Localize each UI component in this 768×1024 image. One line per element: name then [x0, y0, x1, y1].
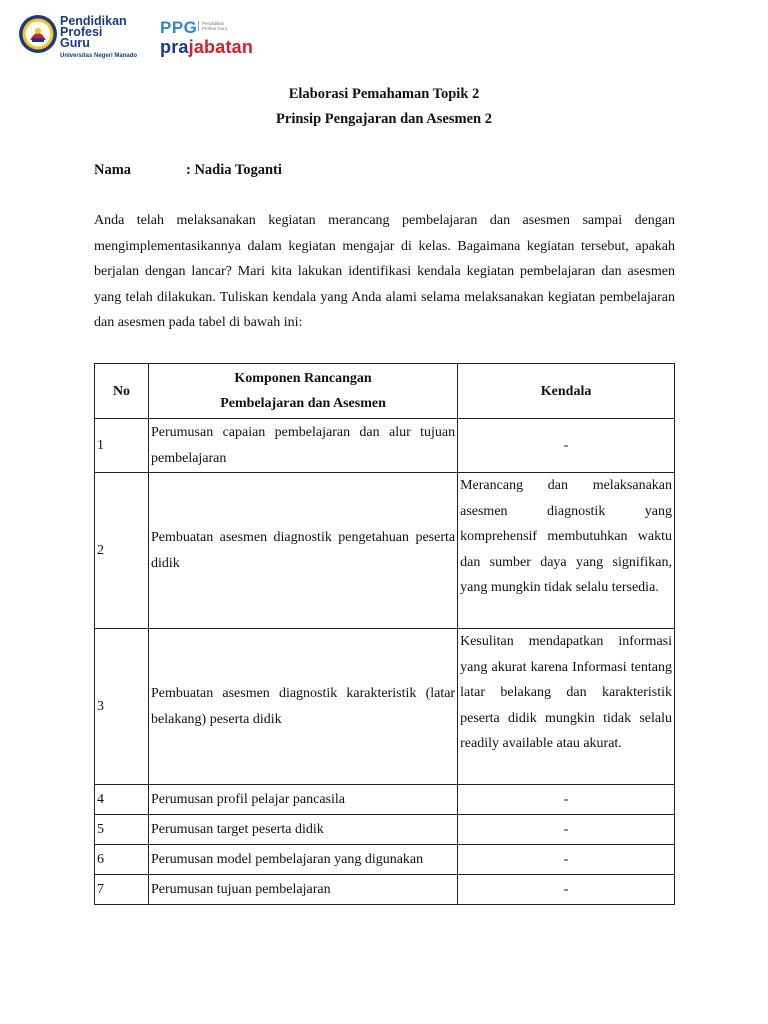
table-header-row [95, 364, 675, 419]
instruction-paragraph: Anda telah melaksanakan kegiatan merancang pembelajaran dan asesmen sampai dengan mengimplementasikannya dalam kegiatan mengajar di kelas. Bagaimana kegiatan tersebut, apakah berjalan dengan lancar? Mari kita lakukan identifikasi kendala kegiatan pembelajaran dan asesmen yang telah dilakukan. Tuliskan kendala yang Anda alami selama melaksanakan kegiatan pembelajaran dan asesmen pada tabel di bawah ini: [94, 213, 675, 330]
ppg-small-text: Pendidikan Profesi Guru [198, 21, 232, 31]
kendala-table [94, 363, 675, 905]
institution-logo-text [60, 16, 137, 62]
row-komponen: Perumusan tujuan pembelajaran [149, 875, 458, 905]
prajabatan-pre: pra [160, 37, 189, 57]
row-kendala: - [458, 815, 675, 845]
header-komponen-line1: Komponen Rancangan [234, 371, 372, 386]
row-komponen: Perumusan profil pelajar pancasila [149, 785, 458, 815]
logo-line-1: Pendidikan [60, 14, 127, 28]
ppg-text: PPG [160, 18, 198, 37]
table-row [95, 785, 675, 815]
row-kendala: Kesulitan mendapatkan informasi yang akurat karena Informasi tentang latar belakang dan karakteristik peserta didik mungkin tidak selalu readily available atau akurat. [458, 629, 675, 785]
table-row [95, 845, 675, 875]
logo-university: Universitas Negeri Manado [60, 53, 138, 59]
name-value: : Nadia Toganti [186, 162, 282, 178]
header-kendala: Kendala [458, 364, 675, 419]
row-komponen: Pembuatan asesmen diagnostik karakteristik (latar belakang) peserta didik [149, 629, 458, 785]
page-header [18, 12, 418, 64]
university-seal-icon [18, 14, 58, 54]
document-title: Elaborasi Pemahaman Topik 2 [288, 86, 480, 102]
row-komponen: Perumusan target peserta didik [149, 815, 458, 845]
logo-line-2: Profesi [60, 25, 103, 39]
row-number: 5 [95, 815, 149, 845]
document-subtitle: Prinsip Pengajaran dan Asesmen 2 [276, 111, 492, 127]
row-number: 7 [95, 875, 149, 905]
prajabatan-rest: jabatan [188, 37, 254, 57]
row-kendala: Merancang dan melaksanakan asesmen diagnostik yang komprehensif membutuhkan waktu dan sumber daya yang signifikan, yang mungkin tidak selalu tersedia. [458, 473, 675, 629]
logo-line-3: Guru [60, 36, 90, 50]
row-komponen: Pembuatan asesmen diagnostik pengetahuan peserta didik [149, 473, 458, 629]
row-kendala: - [458, 845, 675, 875]
row-number: 4 [95, 785, 149, 815]
header-no: No [95, 364, 149, 419]
row-komponen: Perumusan capaian pembelajaran dan alur tujuan pembelajaran [149, 419, 458, 473]
table-row [95, 419, 675, 473]
name-label: Nama [94, 162, 132, 178]
table-row [95, 473, 675, 629]
row-number: 2 [95, 473, 149, 629]
name-line [94, 162, 282, 179]
header-komponen-line2: Pembelajaran dan Asesmen [220, 396, 386, 411]
row-kendala: - [458, 875, 675, 905]
table-row [95, 629, 675, 785]
row-number: 6 [95, 845, 149, 875]
header-komponen [149, 364, 458, 419]
ppg-logo [160, 18, 253, 58]
row-number: 1 [95, 419, 149, 473]
prajabatan-text [160, 37, 253, 58]
row-kendala: - [458, 785, 675, 815]
table-row [95, 875, 675, 905]
row-kendala: - [458, 419, 675, 473]
row-number: 3 [95, 629, 149, 785]
table-row [95, 815, 675, 845]
row-komponen: Perumusan model pembelajaran yang digunakan [149, 845, 458, 875]
